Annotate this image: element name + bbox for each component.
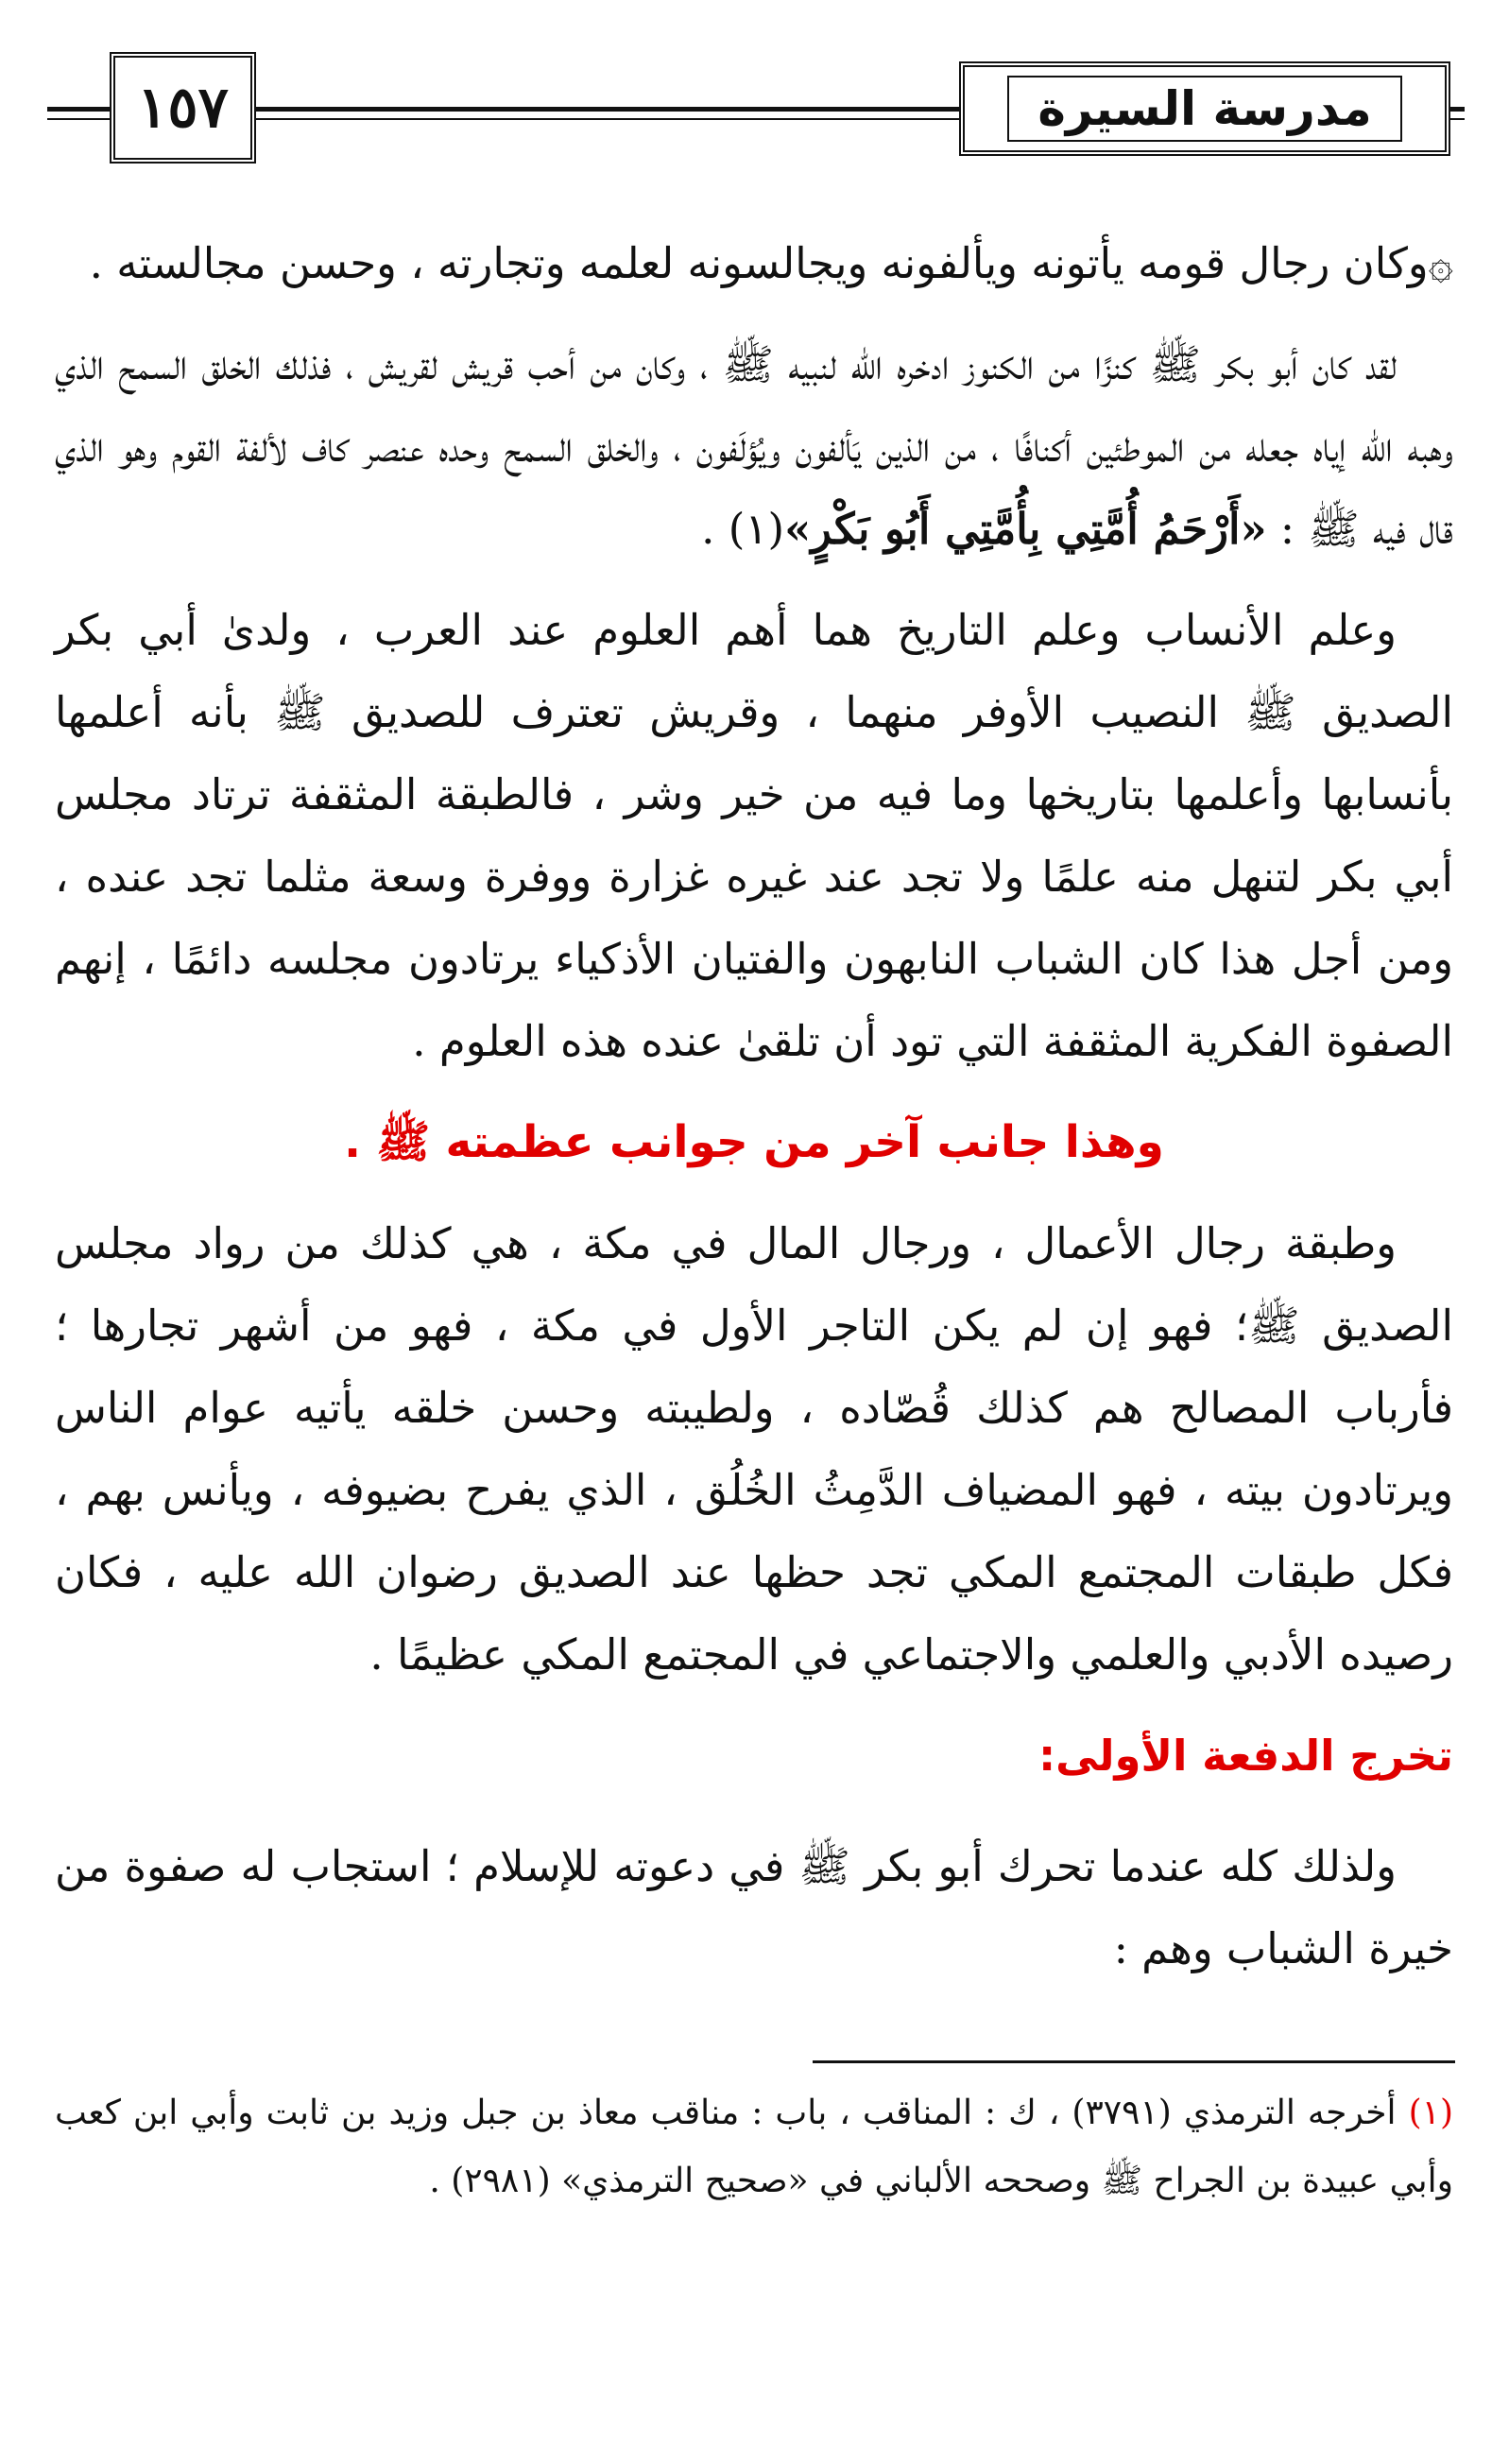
highlight-line: وهذا جانب آخر من جوانب عظمته ﷺ .: [344, 1116, 1164, 1168]
book-title-box: [959, 61, 1450, 156]
page-number-box: [110, 52, 256, 164]
footnote-text: أخرجه الترمذي (٣٧٩١) ، ك : المناقب ، باب : مناقب معاذ بن جبل وزيد بن ثابت وأبي ابن كعب وأبي عبيدة بن الجراح ﷺ وصححه الألباني في «صحيح الترمذي» (٢٩٨١) .: [55, 2094, 1453, 2200]
paragraph-2-text: لقد كان أبو بكر ﷺ كنزًا من الكنوز ادخره الله لنبيه ﷺ ، وكان من أحب قريش لقريش ، فذلك الخلق السمح الذي وهبه الله إياه جعله من الموطئين أكنافًا ، من الذين يَألفون ويُؤلَفون ، والخلق السمح وحده عنصر كاف لألفة القوم وهو الذي قال فيه ﷺ :: [55, 339, 1453, 554]
paragraph-4: وطبقة رجال الأعمال ، ورجال المال في مكة ، هي كذلك من رواد مجلس الصديق ﷺ؛ فهو إن لم يكن التاجر الأول في مكة ، فهو من أشهر تجارها ؛ فأرباب المصالح هم كذلك قُصّاده ، ولطيبته وحسن خلقه يأتيه عوام الناس ويرتادون بيته ، فهو المضياف الدَّمِثُ الخُلُق ، الذي يفرح بضيوفه ، ويأنس بهم ، فكل طبقات المجتمع المكي تجد حظها عند الصديق رضوان الله عليه ، فكان رصيده الأدبي والعلمي والاجتماعي في المجتمع المكي عظيمًا .: [55, 1218, 1453, 1680]
footnote-marker: (١): [1408, 2094, 1453, 2132]
paragraph-1: ۞وكان رجال قومه يأتونه ويألفونه ويجالسونه لعلمه وتجارته ، وحسن مجالسته .: [89, 238, 1453, 288]
footnote-separator: [813, 2060, 1455, 2063]
hadith-quote: «أَرْحَمُ أُمَّتِي بِأُمَّتِي أَبُو بَكْرٍ»: [784, 504, 1267, 554]
page-number: ١٥٧: [137, 75, 229, 141]
footnote: [55, 2079, 1453, 2215]
paragraph-2: [55, 323, 1453, 570]
paragraph-5: ولذلك كله عندما تحرك أبو بكر ﷺ في دعوته للإسلام ؛ استجاب له صفوة من خيرة الشباب وهم :: [55, 1841, 1453, 1973]
section-heading: تخرج الدفعة الأولى:: [1038, 1731, 1453, 1781]
book-title: مدرسة السيرة: [1007, 76, 1401, 142]
paragraph-3: وعلم الأنساب وعلم التاريخ هما أهم العلوم عند العرب ، ولدىٰ أبي بكر الصديق ﷺ النصيب الأوفر منهما ، وقريش تعترف للصديق ﷺ بأنه أعلمها بأنسابها وأعلمها بتاريخها وما فيه من خير وشر ، فالطبقة المثقفة ترتاد مجلس أبي بكر لتنهل منه علمًا ولا تجد عند غيره غزارة ووفرة وسعة مثلما تجد عنده ، ومن أجل هذا كان الشباب النابهون والفتيان الأذكياء يرتادون مجلسه دائمًا ، إنهم الصفوة الفكرية المثقفة التي تود أن تلقىٰ عنده هذه العلوم .: [55, 605, 1453, 1066]
footnote-ref: (١) .: [701, 504, 785, 554]
page-header: [47, 52, 1465, 175]
page-body: [55, 222, 1453, 2008]
